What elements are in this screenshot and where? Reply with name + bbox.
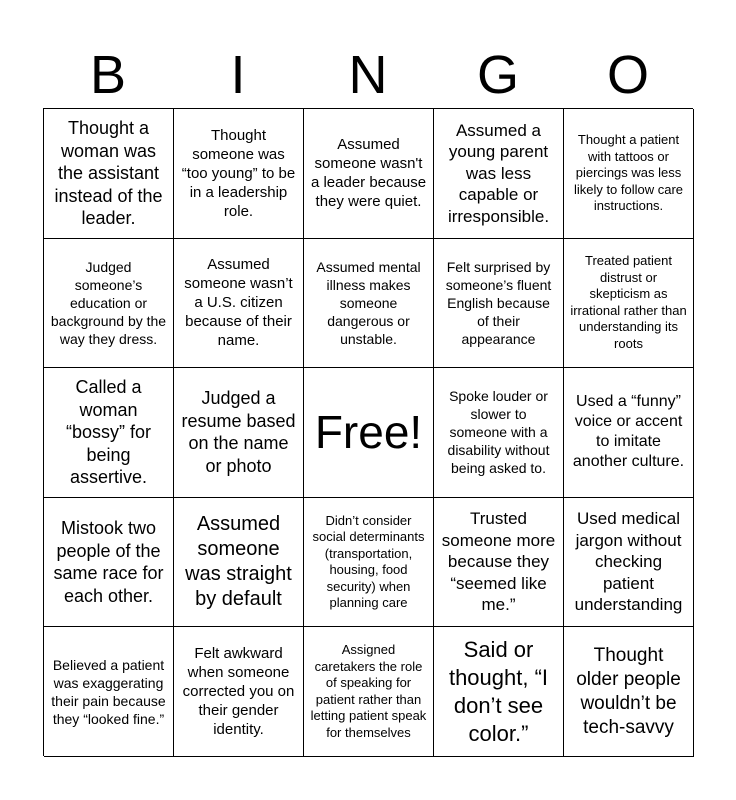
cell-text: Thought someone was “too young” to be in a leadership role.	[181, 126, 296, 220]
cell-text: Said or thought, “I don’t see color.”	[448, 636, 549, 746]
bingo-cell[interactable]	[174, 627, 304, 757]
bingo-cell[interactable]	[44, 498, 174, 628]
cell-text: Assumed someone was straight by default	[185, 513, 292, 611]
cell-text: Judged a resume based on the name or photo	[181, 388, 296, 476]
bingo-cell[interactable]	[434, 109, 564, 239]
cell-text: Felt awkward when someone corrected you on their gender identity.	[182, 645, 295, 739]
cell-text: Spoke louder or slower to someone with a disability without being asked to.	[447, 388, 550, 477]
cell-text: Judged someone’s education or background by the way they dress.	[50, 258, 167, 347]
bingo-cell[interactable]	[564, 627, 694, 757]
free-space-label: Free!	[314, 406, 423, 459]
bingo-cell[interactable]	[434, 498, 564, 628]
bingo-cell[interactable]	[564, 368, 694, 498]
bingo-cell[interactable]	[44, 627, 174, 757]
bingo-cell[interactable]	[174, 109, 304, 239]
bingo-cell[interactable]	[434, 368, 564, 498]
cell-text: Assumed mental illness makes someone dangerous or unstable.	[316, 258, 421, 347]
header-letter-i: I	[230, 45, 246, 105]
cell-text: Trusted someone more because they “seemed like me.”	[441, 509, 556, 615]
bingo-header	[43, 42, 693, 108]
bingo-cell[interactable]	[44, 109, 174, 239]
cell-text: Felt surprised by someone’s fluent English because of their appearance	[445, 258, 552, 347]
header-letter-o: O	[606, 45, 649, 105]
header-letter-n: N	[348, 45, 388, 105]
cell-text: Mistook two people of the same race for each other.	[53, 518, 164, 606]
bingo-cell[interactable]	[44, 239, 174, 369]
cell-text: Treated patient distrust or skepticism as irrational rather than understanding its roots	[570, 253, 687, 351]
header-letter-g: G	[476, 45, 519, 105]
cell-text: Thought older people wouldn’t be tech-savvy	[576, 644, 681, 738]
bingo-cell[interactable]	[434, 627, 564, 757]
cell-text: Thought a patient with tattoos or piercings was less likely to follow care instructions.	[573, 132, 684, 214]
bingo-cell[interactable]	[434, 239, 564, 369]
bingo-grid	[43, 108, 693, 756]
bingo-cell[interactable]	[564, 239, 694, 369]
bingo-cell[interactable]	[304, 239, 434, 369]
bingo-cell[interactable]	[174, 239, 304, 369]
cell-text: Believed a patient was exaggerating their pain because they “looked fine.”	[51, 656, 166, 727]
cell-text: Assumed a young parent was less capable or irresponsible.	[447, 120, 550, 226]
bingo-cell[interactable]	[564, 498, 694, 628]
cell-text: Thought a woman was the assistant instead of the leader.	[54, 118, 163, 229]
header-letter-b: B	[89, 45, 127, 105]
bingo-cell[interactable]	[174, 368, 304, 498]
cell-text: Assumed someone wasn't a leader because they were quiet.	[310, 136, 427, 211]
bingo-cell[interactable]	[44, 368, 174, 498]
bingo-cell[interactable]	[304, 627, 434, 757]
free-space[interactable]	[304, 368, 434, 498]
bingo-cell[interactable]	[174, 498, 304, 628]
cell-text: Used medical jargon without checking patient understanding	[574, 509, 683, 615]
cell-text: Used a “funny” voice or accent to imitate another culture.	[572, 393, 685, 471]
cell-text: Assigned caretakers the role of speaking for patient rather than letting patient speak for themselves	[310, 642, 427, 740]
bingo-cell[interactable]	[304, 498, 434, 628]
bingo-cell[interactable]	[304, 109, 434, 239]
cell-text: Assumed someone wasn’t a U.S. citizen because of their name.	[184, 256, 293, 350]
cell-text: Didn’t consider social determinants (transportation, housing, food security) when planning care	[312, 512, 425, 611]
bingo-cell[interactable]	[564, 109, 694, 239]
cell-text: Called a woman “bossy” for being assertive.	[65, 377, 152, 488]
